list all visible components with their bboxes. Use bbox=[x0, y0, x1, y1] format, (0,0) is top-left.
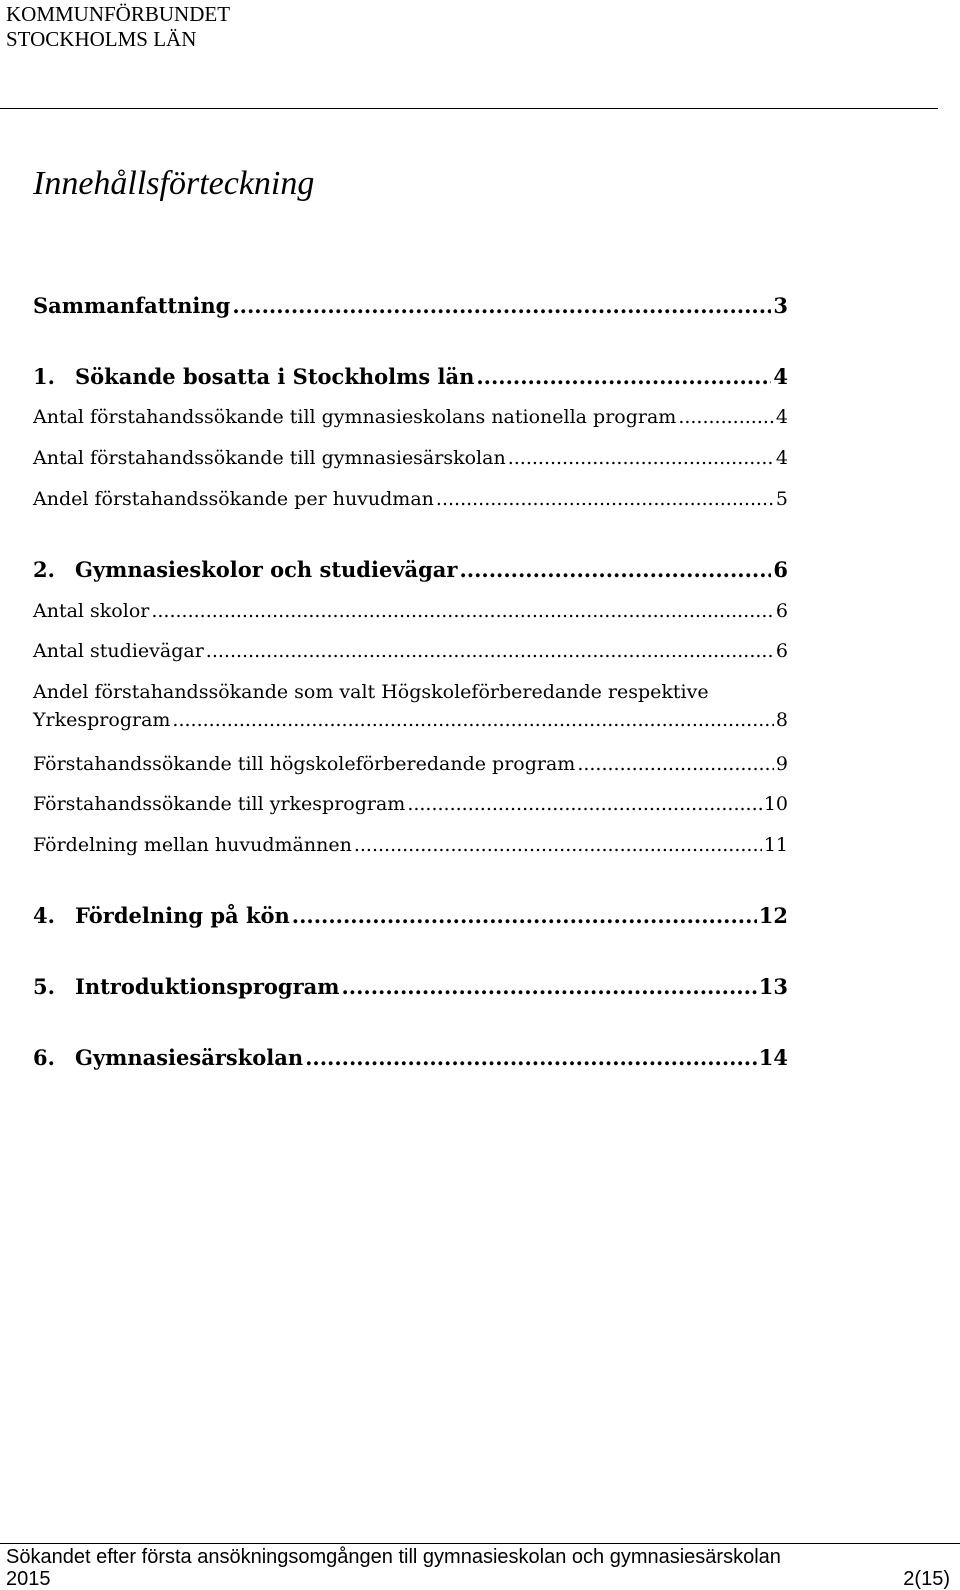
toc-entry-page: 6 bbox=[775, 600, 788, 622]
footer-divider bbox=[0, 1543, 960, 1544]
toc-entry-label: Andel förstahandssökande per huvudman bbox=[33, 488, 434, 510]
toc-entry-number: 4. bbox=[33, 903, 55, 928]
toc-entry-label: Fördelning mellan huvudmännen bbox=[33, 834, 352, 856]
org-name-line2: STOCKHOLMS LÄN bbox=[6, 27, 197, 51]
toc-entry-page: 8 bbox=[775, 709, 788, 731]
toc-entry-huvudmannen[interactable] bbox=[33, 831, 788, 859]
dot-leader bbox=[476, 362, 771, 392]
toc-entry-label: Antal förstahandssökande till gymnasieskolans nationella program bbox=[33, 406, 677, 428]
toc-entry-page: 11 bbox=[763, 834, 788, 856]
dot-leader bbox=[292, 901, 757, 931]
toc-entry-page: 3 bbox=[773, 293, 788, 318]
toc-entry-hogskoleforberedande-program[interactable] bbox=[33, 750, 788, 778]
footer-year: 2015 bbox=[6, 1568, 51, 1590]
toc-entry-section-2[interactable] bbox=[33, 555, 788, 585]
toc-entry-sammanfattning[interactable] bbox=[33, 291, 788, 321]
toc-entry-label: Förstahandssökande till yrkesprogram bbox=[33, 793, 406, 815]
toc-entry-hogskoleforberedande-respektive[interactable] bbox=[33, 678, 788, 734]
toc-entry-number: 5. bbox=[33, 974, 55, 999]
toc-entry-number: 1. bbox=[33, 364, 55, 389]
toc-entry-continuation bbox=[33, 706, 788, 734]
toc-entry-label: Förstahandssökande till högskoleförberedande program bbox=[33, 753, 576, 775]
toc-entry-label: Antal studievägar bbox=[33, 640, 204, 662]
toc-entry-antal-studievagar[interactable] bbox=[33, 637, 788, 665]
toc-entry-label: Introduktionsprogram bbox=[75, 974, 340, 999]
dot-leader bbox=[172, 706, 773, 734]
toc-entry-nationella-program[interactable] bbox=[33, 403, 788, 431]
header-divider bbox=[0, 108, 938, 109]
toc-entry-page: 14 bbox=[758, 1045, 788, 1070]
toc-entry-page: 6 bbox=[775, 640, 788, 662]
toc-entry-number: 6. bbox=[33, 1045, 55, 1070]
toc-entry-label-line1: Andel förstahandssökande som valt Högskoleförberedande respektive bbox=[33, 681, 709, 703]
footer-page-number: 2(15) bbox=[903, 1568, 950, 1590]
dot-leader bbox=[232, 291, 771, 321]
toc-entry-page: 4 bbox=[773, 364, 788, 389]
toc-entry-section-6[interactable] bbox=[33, 1043, 788, 1073]
toc-entry-label: Gymnasieskolor och studievägar bbox=[75, 557, 458, 582]
dot-leader bbox=[459, 555, 771, 585]
toc-entry-yrkesprogram[interactable] bbox=[33, 790, 788, 818]
toc-entry-antal-skolor[interactable] bbox=[33, 597, 788, 625]
toc-entry-page: 10 bbox=[763, 793, 788, 815]
toc-entry-label: Antal förstahandssökande till gymnasiesärskolan bbox=[33, 447, 506, 469]
toc-entry-label: Antal skolor bbox=[33, 600, 150, 622]
toc-entry-page: 13 bbox=[758, 974, 788, 999]
footer-meta-row bbox=[6, 1568, 950, 1590]
dot-leader bbox=[206, 637, 774, 665]
dot-leader bbox=[577, 750, 774, 778]
dot-leader bbox=[508, 444, 774, 472]
toc-entry-page: 4 bbox=[775, 447, 788, 469]
dot-leader bbox=[305, 1043, 757, 1073]
toc-entry-section-4[interactable] bbox=[33, 901, 788, 931]
dot-leader bbox=[678, 403, 774, 431]
toc-title: Innehållsförteckning bbox=[33, 165, 315, 202]
toc-entry-section-1[interactable] bbox=[33, 362, 788, 392]
dot-leader bbox=[407, 790, 762, 818]
toc-entry-page: 5 bbox=[775, 488, 788, 510]
organization-name bbox=[6, 2, 230, 52]
footer-document-title: Sökandet efter första ansökningsomgången till gymnasieskolan och gymnasiesärskolan bbox=[6, 1546, 781, 1568]
toc-entry-label-line2: Yrkesprogram bbox=[33, 709, 171, 731]
toc-entry-gymnasiesarskolan-sokande[interactable] bbox=[33, 444, 788, 472]
toc-entry-label: Sammanfattning bbox=[33, 293, 231, 318]
toc-entry-label: Sökande bosatta i Stockholms län bbox=[75, 364, 475, 389]
toc-entry-page: 4 bbox=[775, 406, 788, 428]
dot-leader bbox=[354, 831, 762, 859]
org-name-line1: KOMMUNFÖRBUNDET bbox=[6, 2, 231, 26]
toc-entry-label: Gymnasiesärskolan bbox=[75, 1045, 304, 1070]
toc-entry-section-5[interactable] bbox=[33, 972, 788, 1002]
dot-leader bbox=[341, 972, 756, 1002]
toc-entry-page: 6 bbox=[773, 557, 788, 582]
dot-leader bbox=[436, 485, 774, 513]
toc-entry-per-huvudman[interactable] bbox=[33, 485, 788, 513]
toc-entry-number: 2. bbox=[33, 557, 55, 582]
toc-entry-label: Fördelning på kön bbox=[75, 903, 290, 928]
dot-leader bbox=[151, 597, 774, 625]
toc-entry-page: 12 bbox=[758, 903, 788, 928]
page-footer bbox=[6, 1546, 950, 1590]
toc-entry-page: 9 bbox=[775, 753, 788, 775]
